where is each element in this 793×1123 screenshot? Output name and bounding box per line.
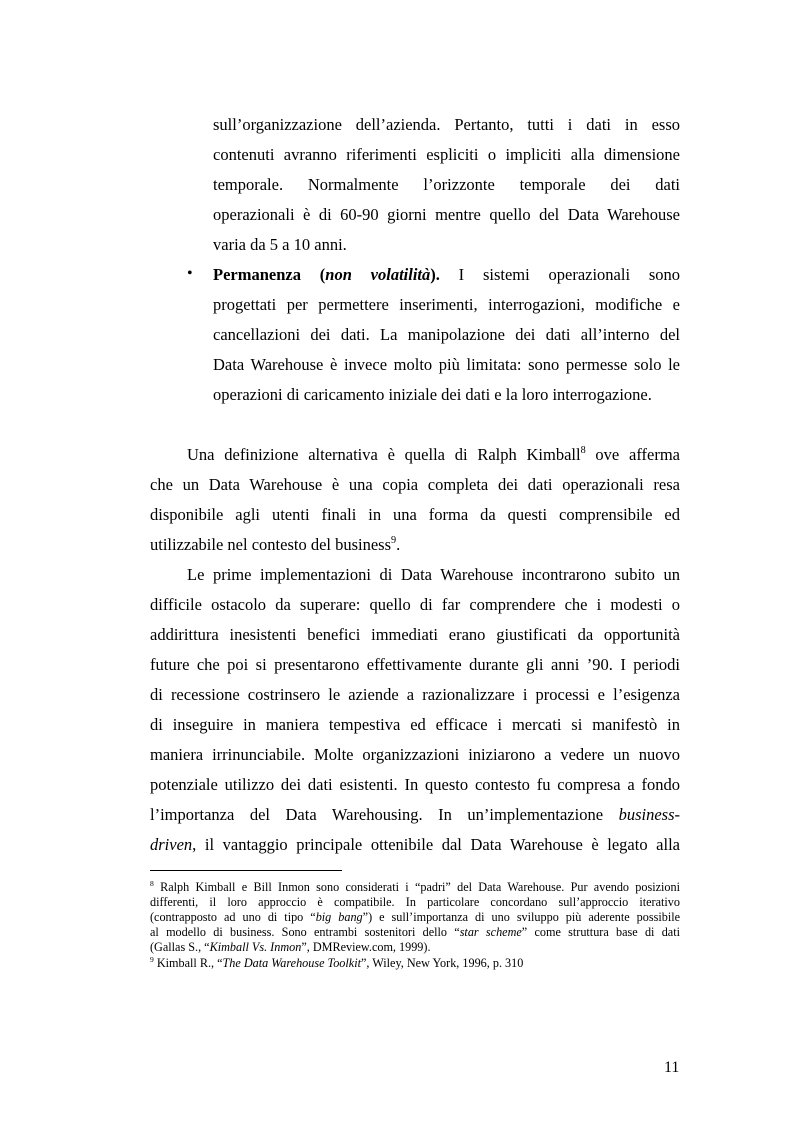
bullet-icon: • [187,265,193,282]
body-line: future che poi si presentarono effettivamente durante gli anni ’90. I periodi [150,655,680,674]
footnote-8-line: differenti, il loro approccio è compatibile. In particolare concordano sull’approccio iterativo [150,895,680,909]
bullet-term: Permanenza [213,265,301,284]
body-line: Una definizione alternativa è quella di Ralph Kimball$^8$ ove afferma [187,445,680,464]
footnote-ref-9: 9 [391,535,397,547]
body-line: l’importanza del Data Warehousing. In un’implementazione business- [150,805,680,824]
body-line: contenuti avranno riferimenti espliciti o impliciti alla dimensione [213,145,680,164]
footnote-9-line: $^9$ Kimball R., “The Data Warehouse Toolkit”, Wiley, New York, 1996, p. 310 [150,955,524,970]
body-line: progettati per permettere inserimenti, interrogazioni, modifiche e [213,295,680,314]
body-line: Data Warehouse è invece molto più limitata: sono permesse solo le [213,355,680,374]
body-line: di inseguire in maniera tempestiva ed efficace i mercati si manifestò in [150,715,680,734]
body-line: operazioni di caricamento iniziale dei dati e la loro interrogazione. [213,385,652,404]
page-number: 11 [664,1059,680,1076]
body-line: Le prime implementazioni di Data Warehouse incontrarono subito un [187,565,680,584]
body-line: difficile ostacolo da superare: quello di far comprendere che i modesti o [150,595,680,614]
body-line: di recessione costrinsero le aziende a razionalizzare i processi e l’esigenza [150,685,680,704]
body-line: sull’organizzazione dell’azienda. Pertanto, tutti i dati in esso [213,115,680,134]
italic-term: business- [618,805,680,824]
footnote-number: 9 [150,955,154,965]
body-line: maniera irrinunciabile. Molte organizzazioni iniziarono a vedere un nuovo [150,745,680,764]
body-line: driven, il vantaggio principale ottenibile dal Data Warehouse è legato alla [150,835,680,854]
bullet-paren-open: ( [300,265,326,284]
footnote-8-line: al modello di business. Sono entrambi sostenitori dello “star scheme” come struttura base di dati [150,925,680,939]
italic-term: driven [150,835,193,854]
body-line: potenziale utilizzo dei dati esistenti. In questo contesto fu compresa a fondo [150,775,680,794]
body-line: temporale. Normalmente l’orizzonte temporale dei dati [213,175,680,194]
body-line: disponibile agli utenti finali in una forma da questi comprensibile ed [150,505,680,524]
body-line: utilizzabile nel contesto del business$^9$. [150,535,401,554]
footnote-8-line: $^8$ Ralph Kimball e Bill Inmon sono considerati i “padri” del Data Warehouse. Pur avendo posizioni [150,879,680,894]
bullet-first-rest: I sistemi operazionali sono [439,265,681,284]
footnote-8-line: (Gallas S., “Kimball Vs. Inmon”, DMReview.com, 1999). [150,940,431,954]
footnote-8-line: (contrapposto ad uno di tipo “big bang”) e sull’importanza di uno sviluppo più aderente possibile [150,910,680,924]
bullet-first-line [213,265,680,285]
body-line: operazionali è di 60-90 giorni mentre quello del Data Warehouse [213,205,680,224]
body-line: varia da 5 a 10 anni. [213,235,347,254]
body-line: che un Data Warehouse è una copia completa dei dati operazionali resa [150,475,680,494]
footnote-ref-8: 8 [580,445,586,457]
body-line: addirittura inesistenti benefici immediati erano giustificati da opportunità [150,625,680,644]
bullet-paren-close: ). [430,265,440,284]
footnote-separator [150,870,342,871]
body-line: cancellazioni dei dati. La manipolazione dei dati all’interno del [213,325,680,344]
footnote-number: 8 [150,879,154,889]
bullet-term-italic: non volatilità [325,265,431,284]
